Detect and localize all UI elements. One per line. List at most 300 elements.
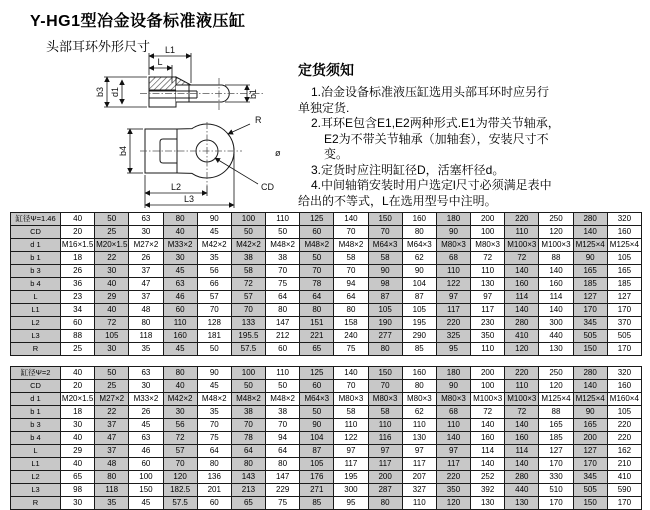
table-cell: 327: [402, 484, 436, 497]
table-cell: 140: [539, 304, 573, 317]
table-cell: 165: [573, 265, 607, 278]
table-cell: 50: [95, 213, 129, 226]
table-cell: 97: [368, 445, 402, 458]
table-cell: M48×2: [231, 393, 265, 406]
table-cell: 105: [607, 252, 641, 265]
table-cell: 97: [436, 445, 470, 458]
table-cell: M100×3: [539, 239, 573, 252]
table-cell: 87: [300, 445, 334, 458]
table-cell: 57: [163, 445, 197, 458]
table-cell: 114: [539, 291, 573, 304]
table-cell: 110: [402, 497, 436, 510]
table-cell: 40: [163, 380, 197, 393]
dim-label-b3: b3: [95, 86, 105, 98]
table-cell: 130: [402, 432, 436, 445]
table-cell: 320: [607, 213, 641, 226]
table-cell: 64: [334, 291, 368, 304]
table-cell: 90: [197, 213, 231, 226]
table-cell: 63: [163, 278, 197, 291]
table-cell: 140: [334, 213, 368, 226]
table-cell: 127: [539, 445, 573, 458]
table-cell: M80×3: [436, 239, 470, 252]
table-cell: 40: [95, 304, 129, 317]
table-cell: 90: [573, 252, 607, 265]
table-cell: 50: [231, 226, 265, 239]
table-cell: 110: [505, 226, 539, 239]
row-label: b 1: [11, 406, 61, 419]
row-label: 缸径Ψ=2: [11, 367, 61, 380]
table-cell: 136: [197, 471, 231, 484]
table-cell: 165: [539, 419, 573, 432]
table-cell: 37: [129, 291, 163, 304]
table-cell: 130: [471, 497, 505, 510]
table-cell: 140: [573, 226, 607, 239]
table-cell: M125×4: [539, 393, 573, 406]
table-cell: 45: [197, 226, 231, 239]
table-cell: 117: [436, 458, 470, 471]
table-row: [11, 213, 642, 226]
table-cell: 182.5: [163, 484, 197, 497]
table-cell: 207: [402, 471, 436, 484]
table-cell: 60: [300, 380, 334, 393]
table-cell: 118: [129, 330, 163, 343]
table-cell: 221: [300, 330, 334, 343]
table-cell: 330: [539, 471, 573, 484]
table-cell: 104: [402, 278, 436, 291]
table-cell: M42×2: [197, 239, 231, 252]
dim-label-phi: ø: [275, 148, 281, 158]
table-cell: 122: [436, 278, 470, 291]
table-cell: 45: [129, 419, 163, 432]
table-cell: M33×2: [163, 239, 197, 252]
table-cell: M20×1.5: [95, 239, 129, 252]
table-cell: 392: [471, 484, 505, 497]
row-label: b 3: [11, 265, 61, 278]
table-cell: 140: [471, 458, 505, 471]
row-label: L: [11, 445, 61, 458]
table-cell: 240: [334, 330, 368, 343]
note-line: 变。: [324, 147, 349, 161]
table-cell: 97: [436, 291, 470, 304]
table-cell: 37: [129, 265, 163, 278]
table-cell: 80: [402, 226, 436, 239]
table-cell: 18: [61, 252, 95, 265]
table-cell: 38: [231, 406, 265, 419]
table-cell: 162: [607, 445, 641, 458]
table-row: [11, 393, 642, 406]
table-cell: 72: [95, 317, 129, 330]
table-cell: 325: [436, 330, 470, 343]
table-cell: 410: [607, 471, 641, 484]
table-cell: 143: [231, 471, 265, 484]
table-cell: 110: [266, 367, 300, 380]
table-cell: 140: [505, 304, 539, 317]
table-cell: 150: [129, 484, 163, 497]
table-cell: 50: [266, 226, 300, 239]
table-cell: 160: [471, 432, 505, 445]
table-cell: 68: [436, 406, 470, 419]
row-label: L1: [11, 304, 61, 317]
table-cell: M80×3: [334, 393, 368, 406]
table-cell: M160×4: [607, 393, 641, 406]
table-cell: 75: [197, 432, 231, 445]
table-cell: M48×2: [266, 393, 300, 406]
table-cell: 287: [368, 484, 402, 497]
table-cell: 300: [334, 484, 368, 497]
table-cell: 370: [607, 317, 641, 330]
table-cell: 25: [61, 343, 95, 356]
table-cell: 97: [471, 291, 505, 304]
table-cell: 64: [231, 445, 265, 458]
table-cell: 117: [471, 304, 505, 317]
table-cell: 140: [471, 419, 505, 432]
table-cell: 40: [61, 432, 95, 445]
table-cell: 505: [573, 484, 607, 497]
table-cell: 114: [471, 445, 505, 458]
table-cell: 117: [436, 304, 470, 317]
table-cell: 87: [368, 291, 402, 304]
table-cell: 97: [334, 445, 368, 458]
table-cell: 58: [368, 406, 402, 419]
table-cell: 40: [61, 213, 95, 226]
table-row: [11, 432, 642, 445]
table-cell: 510: [539, 484, 573, 497]
table-cell: 125: [300, 367, 334, 380]
note-line: 单独定货.: [298, 100, 350, 115]
table-cell: 30: [129, 226, 163, 239]
notes-lines: [298, 85, 646, 209]
table-cell: 95: [334, 497, 368, 510]
table-cell: 70: [266, 265, 300, 278]
table-cell: 56: [163, 419, 197, 432]
table-cell: 110: [402, 419, 436, 432]
table-cell: M100×3: [471, 393, 505, 406]
table-cell: 130: [505, 497, 539, 510]
table-cell: 210: [607, 458, 641, 471]
table-cell: 78: [300, 278, 334, 291]
table-cell: 30: [163, 252, 197, 265]
table-cell: 271: [300, 484, 334, 497]
table-cell: M80×3: [436, 393, 470, 406]
table-cell: 87: [402, 291, 436, 304]
row-label: L3: [11, 330, 61, 343]
table-cell: 250: [539, 213, 573, 226]
table-cell: 220: [436, 471, 470, 484]
table-cell: 40: [61, 367, 95, 380]
side-view: [149, 77, 229, 107]
spec-table-ratio-2: [10, 366, 642, 510]
table-cell: 180: [436, 213, 470, 226]
table-cell: M125×4: [573, 393, 607, 406]
table-cell: 151: [300, 317, 334, 330]
dim-label-l2: L2: [170, 182, 182, 192]
table-cell: 80: [368, 343, 402, 356]
table-cell: 118: [95, 484, 129, 497]
table-cell: 50: [197, 343, 231, 356]
table-cell: 72: [505, 406, 539, 419]
row-label: CD: [11, 380, 61, 393]
table-cell: 50: [266, 380, 300, 393]
table-cell: 58: [368, 252, 402, 265]
table-cell: M48×2: [334, 239, 368, 252]
table-cell: M80×3: [402, 393, 436, 406]
table-cell: 220: [505, 367, 539, 380]
table-cell: 22: [95, 406, 129, 419]
table-row: [11, 458, 642, 471]
table-cell: 150: [573, 343, 607, 356]
table-cell: 147: [266, 471, 300, 484]
table-cell: 35: [129, 343, 163, 356]
table-cell: 180: [436, 367, 470, 380]
table-cell: 26: [129, 406, 163, 419]
table-cell: 72: [505, 252, 539, 265]
table-cell: 105: [368, 304, 402, 317]
table-cell: 114: [505, 445, 539, 458]
row-label: d 1: [11, 393, 61, 406]
table-cell: 300: [539, 317, 573, 330]
table-row: [11, 317, 642, 330]
dim-label-b1: b1: [248, 88, 258, 100]
spec-table-ratio-1-46: [10, 212, 642, 356]
table-cell: 195: [402, 317, 436, 330]
table-cell: 100: [471, 226, 505, 239]
row-label: b 4: [11, 432, 61, 445]
row-label: 缸径Ψ=1.46: [11, 213, 61, 226]
table-cell: 48: [129, 304, 163, 317]
note-line: 给出的不等式，L在选用型号中注明。: [298, 193, 497, 208]
table-cell: 116: [368, 432, 402, 445]
table-cell: 147: [266, 317, 300, 330]
table-cell: 105: [300, 458, 334, 471]
row-label: R: [11, 497, 61, 510]
table-cell: 30: [61, 419, 95, 432]
dim-label-d1: d1: [110, 86, 120, 98]
table-cell: M42×2: [231, 239, 265, 252]
table-cell: 70: [334, 265, 368, 278]
table-cell: 128: [197, 317, 231, 330]
row-label: L1: [11, 458, 61, 471]
table-cell: M100×3: [505, 239, 539, 252]
table-cell: 120: [539, 226, 573, 239]
row-label: L2: [11, 317, 61, 330]
table-cell: 176: [300, 471, 334, 484]
table-cell: 110: [368, 419, 402, 432]
table-cell: 70: [231, 419, 265, 432]
table-cell: 277: [368, 330, 402, 343]
table-cell: 100: [231, 367, 265, 380]
table-cell: 140: [334, 367, 368, 380]
table-cell: 30: [129, 380, 163, 393]
table-cell: 200: [471, 367, 505, 380]
table-cell: 345: [573, 317, 607, 330]
table-row: [11, 239, 642, 252]
table-cell: 45: [163, 265, 197, 278]
row-label: L3: [11, 484, 61, 497]
table-cell: 200: [368, 471, 402, 484]
table-cell: 110: [266, 213, 300, 226]
dim-label-l3: L3: [183, 194, 195, 204]
table-cell: 88: [61, 330, 95, 343]
table-row: [11, 343, 642, 356]
table-cell: 47: [129, 278, 163, 291]
table-cell: 130: [539, 343, 573, 356]
table-cell: M42×2: [163, 393, 197, 406]
table-cell: 345: [573, 471, 607, 484]
row-label: b 1: [11, 252, 61, 265]
table-cell: 220: [505, 213, 539, 226]
table-cell: 150: [368, 213, 402, 226]
table-cell: 47: [95, 432, 129, 445]
table-row: [11, 291, 642, 304]
table-cell: 80: [163, 367, 197, 380]
table-cell: 160: [402, 367, 436, 380]
table-cell: 170: [607, 343, 641, 356]
table-cell: 64: [197, 445, 231, 458]
table-cell: 80: [334, 304, 368, 317]
table-cell: M64×3: [300, 393, 334, 406]
table-cell: 280: [505, 471, 539, 484]
table-row: [11, 252, 642, 265]
table-cell: 105: [402, 304, 436, 317]
table-row: [11, 471, 642, 484]
table-cell: 85: [402, 343, 436, 356]
table-cell: M48×2: [197, 393, 231, 406]
table-cell: 140: [539, 265, 573, 278]
table-cell: 160: [505, 432, 539, 445]
table-row: [11, 226, 642, 239]
table-cell: 70: [334, 226, 368, 239]
table-cell: 80: [197, 458, 231, 471]
table-cell: 120: [505, 343, 539, 356]
table-cell: 63: [129, 213, 163, 226]
table-cell: 58: [334, 406, 368, 419]
table-cell: 29: [61, 445, 95, 458]
table-cell: 97: [402, 445, 436, 458]
table-cell: M27×2: [95, 393, 129, 406]
table-cell: 120: [539, 380, 573, 393]
table-cell: 110: [471, 265, 505, 278]
table-row: [11, 497, 642, 510]
table-cell: 105: [95, 330, 129, 343]
table-cell: 80: [163, 213, 197, 226]
table-cell: 45: [197, 380, 231, 393]
table-cell: M20×1.5: [61, 393, 95, 406]
table-cell: 127: [607, 291, 641, 304]
table-cell: 185: [573, 278, 607, 291]
table-cell: M64×3: [368, 239, 402, 252]
table-row: [11, 304, 642, 317]
row-label: d 1: [11, 239, 61, 252]
table-cell: 80: [368, 497, 402, 510]
table-cell: 280: [505, 317, 539, 330]
table-cell: 98: [61, 484, 95, 497]
table-cell: 88: [539, 406, 573, 419]
table-cell: 72: [471, 252, 505, 265]
table-cell: M125×4: [573, 239, 607, 252]
table-cell: 165: [607, 265, 641, 278]
table-cell: 60: [300, 226, 334, 239]
table-cell: 280: [573, 367, 607, 380]
table-cell: 75: [266, 497, 300, 510]
table-row: [11, 445, 642, 458]
table-cell: 133: [231, 317, 265, 330]
table-cell: 58: [231, 265, 265, 278]
table-cell: M125×4: [607, 239, 641, 252]
table-cell: 201: [197, 484, 231, 497]
table-cell: 37: [95, 445, 129, 458]
table-cell: 110: [334, 419, 368, 432]
table-cell: 220: [607, 432, 641, 445]
table-cell: 57: [197, 291, 231, 304]
table-cell: 229: [266, 484, 300, 497]
note-line: 1.冶金设备标准液压缸选用头部耳环时应另行: [311, 85, 550, 99]
notes-heading: 定货须知: [298, 62, 354, 78]
table-cell: 220: [436, 317, 470, 330]
table-cell: 26: [129, 252, 163, 265]
table-cell: 590: [607, 484, 641, 497]
table-cell: 130: [471, 278, 505, 291]
table-cell: 30: [61, 497, 95, 510]
table-cell: 30: [95, 343, 129, 356]
row-label: L2: [11, 471, 61, 484]
ordering-notes: [298, 60, 646, 209]
dim-label-r: R: [255, 115, 262, 125]
table-cell: 213: [231, 484, 265, 497]
table-cell: 150: [368, 367, 402, 380]
table-cell: 170: [573, 304, 607, 317]
eye-ring-dimension-drawing: [92, 44, 302, 214]
table-cell: 230: [471, 317, 505, 330]
table-cell: M100×3: [505, 393, 539, 406]
table-cell: 90: [368, 265, 402, 278]
table-cell: 90: [436, 226, 470, 239]
table-cell: 252: [471, 471, 505, 484]
table-cell: 35: [197, 252, 231, 265]
table-cell: 100: [129, 471, 163, 484]
table-cell: 70: [266, 419, 300, 432]
table-cell: 45: [129, 497, 163, 510]
drawing-caption: 头部耳环外形尺寸: [46, 39, 151, 54]
dim-label-cd: CD: [261, 182, 274, 192]
table-cell: 70: [300, 265, 334, 278]
row-label: CD: [11, 226, 61, 239]
table-cell: 50: [300, 252, 334, 265]
table-cell: 95: [436, 343, 470, 356]
table-cell: M48×2: [300, 239, 334, 252]
table-cell: 114: [505, 291, 539, 304]
table-cell: 170: [539, 458, 573, 471]
table-cell: 36: [61, 278, 95, 291]
table-cell: 34: [61, 304, 95, 317]
table-cell: 60: [197, 497, 231, 510]
table-cell: 127: [573, 445, 607, 458]
table-row: [11, 278, 642, 291]
dim-label-l1: L1: [164, 45, 176, 55]
table-cell: 212: [266, 330, 300, 343]
table-cell: 45: [163, 343, 197, 356]
table-cell: 38: [266, 406, 300, 419]
dim-label-l: L: [157, 57, 163, 67]
table-cell: 70: [334, 380, 368, 393]
table-cell: 50: [300, 406, 334, 419]
table-cell: 57.5: [231, 343, 265, 356]
table-cell: 72: [163, 432, 197, 445]
table-cell: 80: [266, 458, 300, 471]
table-cell: 60: [266, 343, 300, 356]
table-cell: 140: [505, 419, 539, 432]
table-cell: 18: [61, 406, 95, 419]
table-cell: 78: [231, 432, 265, 445]
